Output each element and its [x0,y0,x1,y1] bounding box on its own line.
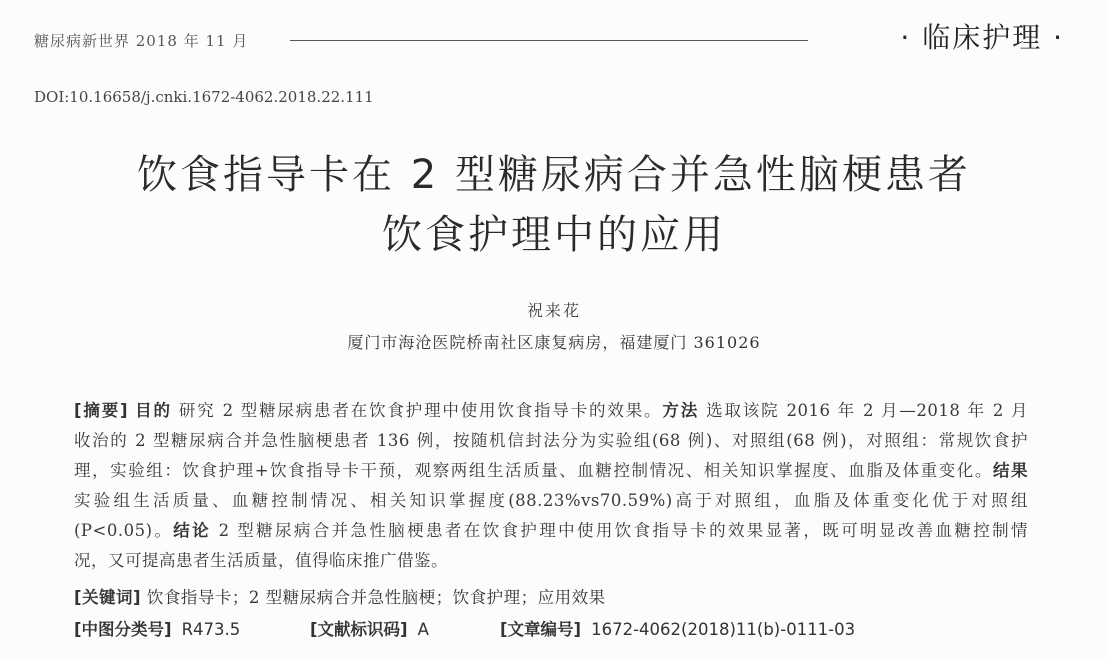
method-text-3: 理，实验组：饮食护理+饮食指导卡干预，观察两组生活质量、血糖控制情况、相关知识掌握度、血脂及体重变化。 [74,461,993,480]
keywords-text: 饮食指导卡；2 型糖尿病合并急性脑梗；饮食护理；应用效果 [146,588,606,607]
article-title [0,145,1108,265]
keywords [74,584,606,608]
doc-value: A [417,620,429,639]
abstract-line-1 [74,396,1028,426]
clc-value: R473.5 [181,620,241,639]
section-label: · 临床护理 · [900,21,1064,54]
conclusion-label: 结论 [173,521,212,540]
purpose-text: 研究 2 型糖尿病患者在饮食护理中使用饮食指导卡的效果。 [178,401,663,420]
keywords-label: [关键词] [74,588,142,607]
doi: DOI:10.16658/j.cnki.1672-4062.2018.22.111 [34,88,374,106]
clc-number [74,616,240,640]
abstract-line-3 [74,456,1028,486]
result-text-2: (P<0.05)。 [74,521,174,540]
conclusion-text-1: 2 型糖尿病合并急性脑梗患者在饮食护理中使用饮食指导卡的效果显著，既可明显改善血糖控制情 [218,521,1029,540]
method-label: 方法 [662,401,700,420]
doc-label: [文献标识码] [310,620,408,639]
title-line-1: 饮食指导卡在 2 型糖尿病合并急性脑梗患者 [137,152,971,198]
article-value: 1672-4062(2018)11(b)-0111-03 [591,620,856,639]
abstract [74,396,1028,576]
document-code [310,616,429,640]
article-label: [文章编号] [500,620,582,639]
title-line-2: 饮食护理中的应用 [382,212,726,258]
abstract-line-4: 实验组生活质量、血糖控制情况、相关知识掌握度(88.23%vs70.59%)高于对照组，血脂及体重变化优于对照组 [74,491,1028,510]
abstract-line-2: 收治的 2 型糖尿病合并急性脑梗患者 136 例，按随机信封法分为实验组(68 例)、对照组(68 例)，对照组：常规饮食护 [74,431,1028,450]
abstract-label: [摘要] [74,401,129,420]
article-number [500,616,855,640]
running-head: 糖尿病新世界 2018 年 11 月 [34,32,249,50]
result-label: 结果 [992,461,1029,480]
abstract-line-6: 况，又可提高患者生活质量，值得临床推广借鉴。 [74,551,448,570]
clc-label: [中图分类号] [74,620,172,639]
affiliation: 厦门市海沧医院桥南社区康复病房，福建厦门 361026 [347,333,761,352]
author: 祝来花 [526,301,581,320]
purpose-label: 目的 [135,401,172,420]
method-text-1: 选取该院 2016 年 2 月—2018 年 2 月 [706,401,1028,420]
abstract-line-5 [74,516,1028,546]
header-rule [290,40,808,41]
